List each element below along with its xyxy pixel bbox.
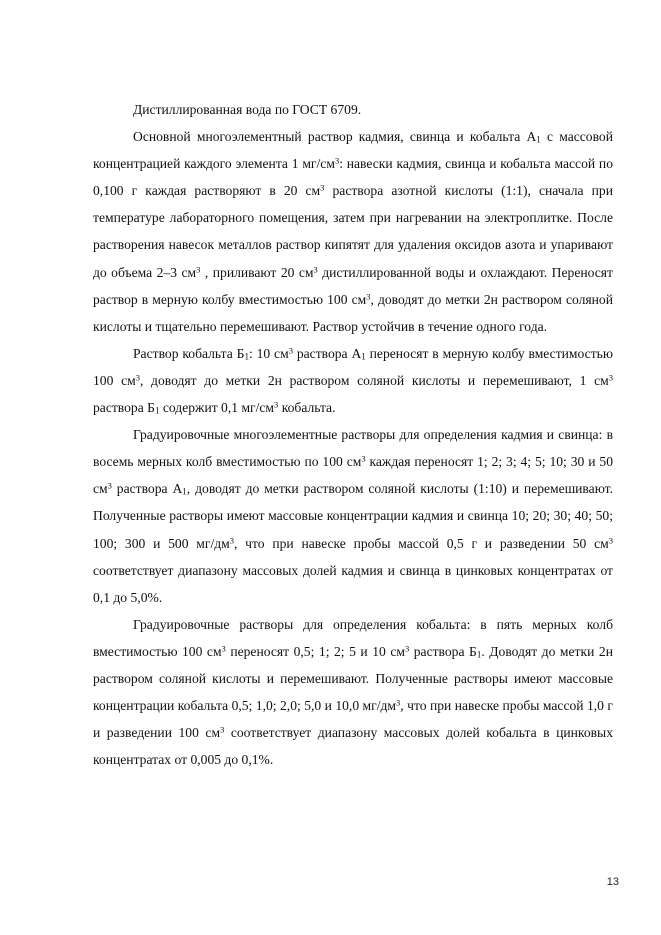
superscript: 3 bbox=[274, 399, 279, 410]
superscript: 3 bbox=[313, 263, 318, 274]
page-number: 13 bbox=[606, 876, 619, 888]
subscript: 1 bbox=[154, 405, 160, 416]
superscript: 3 bbox=[366, 290, 371, 301]
superscript: 3 bbox=[221, 643, 226, 654]
superscript: 3 bbox=[361, 453, 366, 464]
paragraph-calibration-cadmium-lead: Градуировочные многоэлементные растворы для определения кадмия и свинца: в восемь мерных колб вместимостью по 100 $см^3$ каждая переносят 1; 2; 3; 4; 5; 10; 30 и 50 $см^3$ раствора $А_1$, доводят до метки раствором соляной кислоты (1:10) и перемешивают. Полученные растворы имеют массовые концентрации кадмия и свинца 10; 20; 30; 40; 50; 100; 300 и 500 $мг/дм^3$, что при навеске пробы массой 0,5 г и разведении 50 $см^3$ соответствует диапазону массовых долей кадмия и свинца в цинковых концентратах от 0,1 до 5,0%. bbox=[93, 427, 614, 605]
superscript: 3 bbox=[320, 182, 325, 193]
superscript: 3 bbox=[107, 480, 112, 491]
superscript: 3 bbox=[135, 372, 140, 383]
superscript: 3 bbox=[608, 534, 614, 545]
superscript: 3 bbox=[608, 372, 613, 383]
superscript: 3 bbox=[404, 643, 410, 654]
superscript: 3 bbox=[220, 724, 225, 735]
subscript: 1 bbox=[244, 351, 249, 362]
subscript: 1 bbox=[536, 134, 541, 145]
superscript: 3 bbox=[396, 697, 401, 708]
subscript: 1 bbox=[476, 649, 482, 660]
paragraph-stock-solution-a1: Основной многоэлементный раствор кадмия, свинца и кобальта $А_1$ с массовой концентрацией каждого элемента 1 $мг/см^3$: навески кадмия, свинца и кобальта массой по 0,100 г каждая растворяют в 20 $см^3$ раствора азотной кислоты (1:1), сначала при температуре лабораторного помещения, затем при нагревании на электроплитке. После растворения навесок металлов раствор кипятят для удаления оксидов азота и упаривают до объема 2–3 $см^3$ , приливают 20 $см^3$ дистиллированной воды и охлаждают. Переносят раствор в мерную колбу вместимостью 100 $см^3$, доводят до метки 2н раствором соляной кислоты и тщательно перемешивают. Раствор устойчив в течение одного года. bbox=[93, 129, 614, 334]
subscript: 1 bbox=[361, 351, 366, 362]
superscript: 3 bbox=[196, 263, 201, 274]
superscript: 3 bbox=[288, 345, 293, 356]
paragraph-distilled-water: Дистиллированная вода по ГОСТ 6709. bbox=[133, 102, 362, 117]
subscript: 1 bbox=[182, 486, 187, 497]
superscript: 3 bbox=[334, 155, 340, 166]
paragraph-calibration-cobalt: Градуировочные растворы для определения кобальта: в пять мерных колб вместимостью 100 $см^3$ переносят 0,5; 1; 2; 5 и 10 $см^3$ раствора $Б_1$. Доводят до метки 2н раствором соляной кислоты и перемешивают. Полученные растворы имеют массовые концентрации кобальта 0,5; 1,0; 2,0; 5,0 и 10,0 $мг/дм^3$, что при навеске пробы массой 1,0 г и разведении 100 $см^3$ соответствует диапазону массовых долей кобальта в цинковых концентратах от 0,005 до 0,1%. bbox=[93, 616, 613, 768]
superscript: 3 bbox=[229, 534, 235, 545]
document-body bbox=[93, 96, 613, 773]
paragraph-cobalt-solution-b1: Раствор кобальта $Б_1$: 10 $см^3$ раствора $А_1$ переносят в мерную колбу вместимостью 100 $см^3$, доводят до метки 2н раствором соляной кислоты и перемешивают, 1 $см^3$ раствора $Б_1$ содержит 0,1 $мг/см^3$ кобальта. bbox=[93, 345, 613, 416]
